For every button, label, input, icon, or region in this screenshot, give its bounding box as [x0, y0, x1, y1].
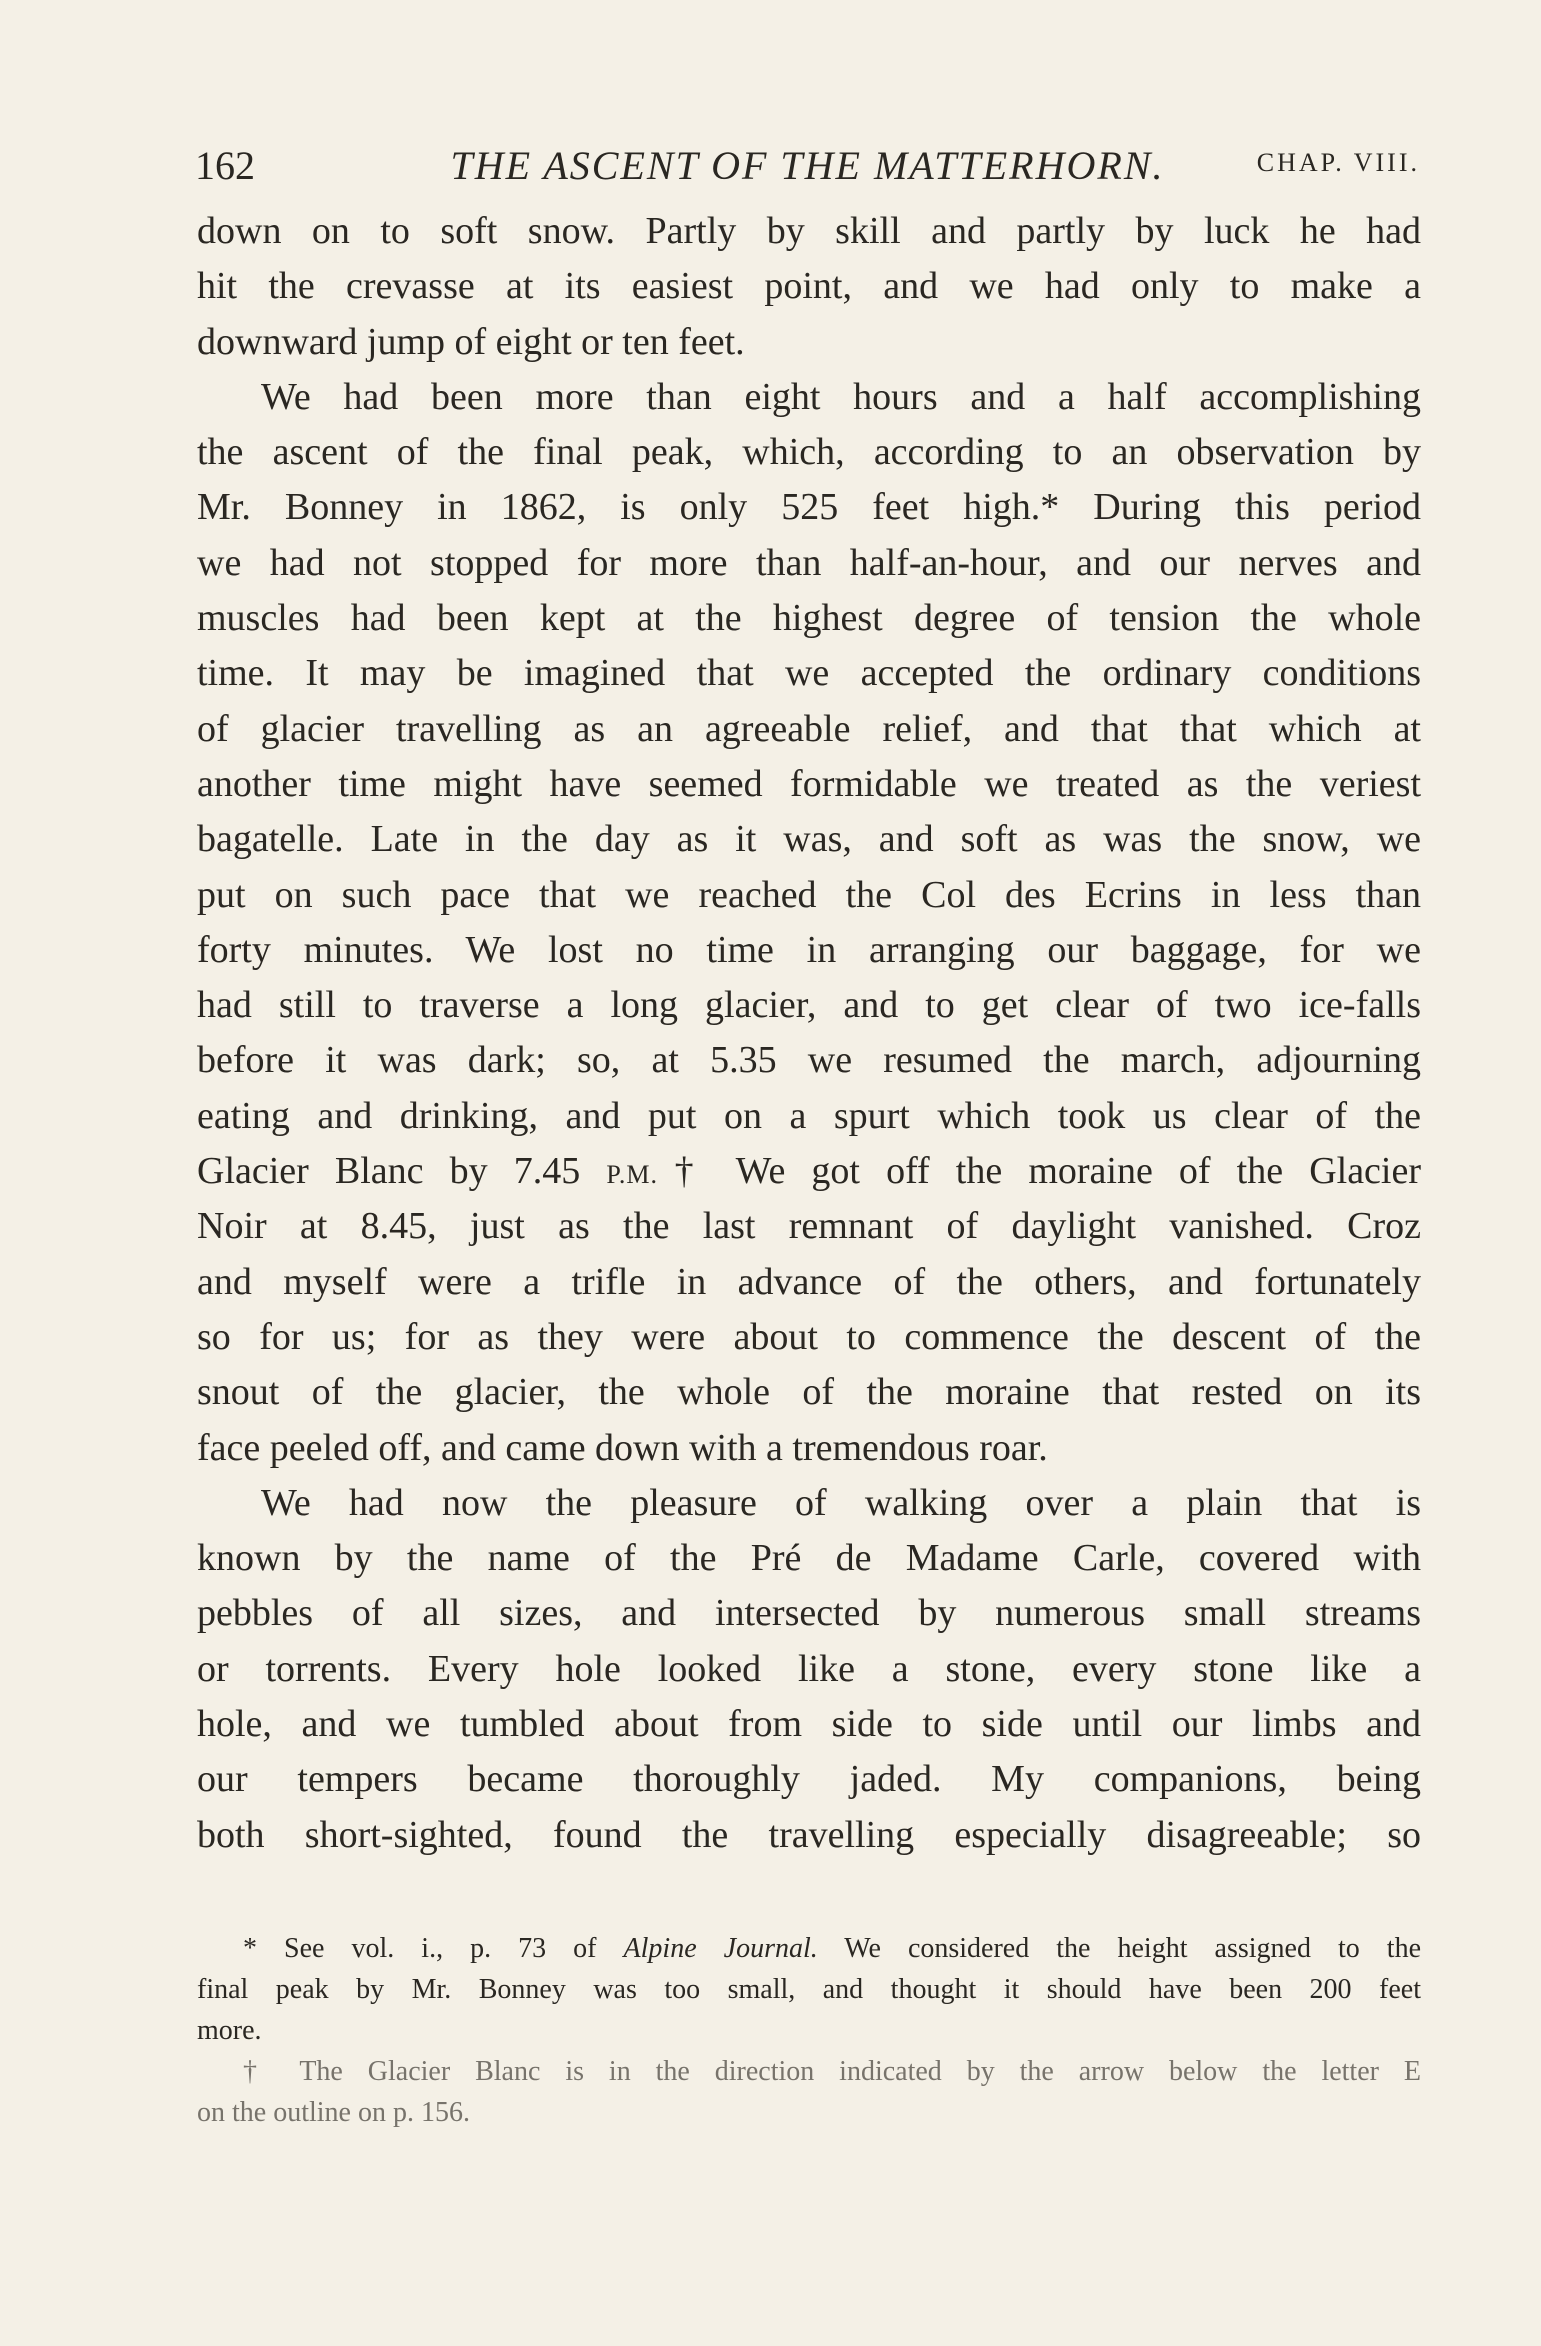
text-line: Mr. Bonney in 1862, is only 525 feet high.* During this period — [197, 486, 1421, 529]
footnote-segment: * See vol. i., p. 73 of — [243, 1933, 624, 1964]
text-line: forty minutes. We lost no time in arranging our baggage, for we — [197, 928, 1421, 971]
text-line: face peeled off, and came down with a tremendous roar. — [197, 1426, 1048, 1469]
footnote-line — [197, 1928, 1421, 1969]
text-line: so for us; for as they were about to commence the descent of the — [197, 1315, 1421, 1358]
time-abbreviation: P.M. — [606, 1160, 659, 1190]
text-line: the ascent of the final peak, which, according to an observation by — [197, 431, 1421, 474]
text-line: hit the crevasse at its easiest point, and we had only to make a — [197, 265, 1421, 308]
text-line: we had not stopped for more than half-an-hour, and our nerves and — [197, 541, 1421, 584]
text-line: down on to soft snow. Partly by skill and partly by luck he had — [197, 210, 1421, 252]
text-line: hole, and we tumbled about from side to side until our limbs and — [197, 1703, 1421, 1746]
line-segment: Glacier Blanc by 7.45 — [197, 1150, 607, 1193]
text-line: another time might have seemed formidable we treated as the veriest — [197, 762, 1421, 805]
footnote-segment: We considered the height assigned to the — [817, 1933, 1422, 1964]
text-line: or torrents. Every hole looked like a stone, every stone like a — [197, 1647, 1421, 1690]
text-line: time. It may be imagined that we accepted the ordinary conditions — [197, 652, 1421, 695]
text-line: of glacier travelling as an agreeable relief, and that that which at — [197, 707, 1421, 750]
text-line: before it was dark; so, at 5.35 we resumed the march, adjourning — [197, 1039, 1421, 1082]
footnote-line: final peak by Mr. Bonney was too small, and thought it should have been 200 feet — [197, 1974, 1421, 2005]
footnotes — [197, 1928, 1421, 2133]
footnote-line: on the outline on p. 156. — [197, 2097, 470, 2128]
journal-title: Alpine Journal. — [623, 1933, 818, 1964]
running-header — [195, 142, 1420, 198]
text-line: known by the name of the Pré de Madame Carle, covered with — [197, 1537, 1421, 1580]
text-line: snout of the glacier, the whole of the moraine that rested on its — [197, 1371, 1421, 1414]
text-line: both short-sighted, found the travelling especially disagreeable; so — [197, 1813, 1421, 1856]
text-line: muscles had been kept at the highest degree of tension the whole — [197, 597, 1421, 640]
text-line — [197, 1144, 1421, 1199]
running-title: THE ASCENT OF THE MATTERHORN. — [450, 143, 1165, 188]
text-line: pebbles of all sizes, and intersected by numerous small streams — [197, 1592, 1421, 1635]
text-line: Noir at 8.45, just as the last remnant of daylight vanished. Croz — [197, 1205, 1421, 1248]
text-line: put on such pace that we reached the Col des Ecrins in less than — [197, 873, 1421, 916]
text-line: We had been more than eight hours and a half accomplishing — [261, 375, 1421, 418]
chapter-label: CHAP. VIII. — [1256, 148, 1420, 177]
text-line: and myself were a trifle in advance of the others, and fortunately — [197, 1260, 1421, 1303]
footnote-line: † The Glacier Blanc is in the direction indicated by the arrow below the letter E — [243, 2056, 1421, 2087]
line-segment: † We got off the moraine of the Glacier — [658, 1150, 1422, 1193]
text-line: eating and drinking, and put on a spurt which took us clear of the — [197, 1094, 1421, 1137]
text-line: bagatelle. Late in the day as it was, and soft as was the snow, we — [197, 818, 1421, 861]
page-number: 162 — [195, 143, 255, 188]
text-line: We had now the pleasure of walking over a plain that is — [261, 1481, 1421, 1524]
text-line: downward jump of eight or ten feet. — [197, 320, 745, 363]
body-text — [197, 204, 1421, 1863]
text-line: had still to traverse a long glacier, and to get clear of two ice-falls — [197, 984, 1421, 1027]
text-line: our tempers became thoroughly jaded. My companions, being — [197, 1758, 1421, 1801]
footnote-line: more. — [197, 2015, 262, 2046]
